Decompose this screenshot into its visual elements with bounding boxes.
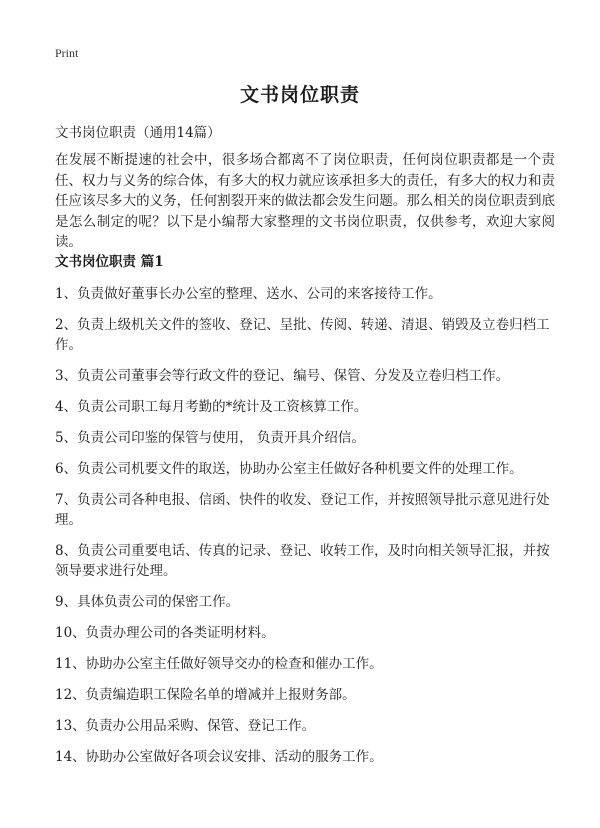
duty-item: 6、负责公司机要文件的取送，协助办公室主任做好各种机要文件的处理工作。 (55, 461, 523, 477)
duty-item: 9、具体负责公司的保密工作。 (55, 594, 240, 610)
duty-item: 11、协助办公室主任做好领导交办的检查和催办工作。 (55, 656, 383, 672)
intro-paragraph: 在发展不断提速的社会中，很多场合都离不了岗位职责，任何岗位职责都是一个责任、权力与义务的综合体，有多大的权力就应该承担多大的责任，有多大的权力和责任应该尽多大的义务，任何割裂开来的做法都会发生问题。那么相关的岗位职责到底是怎么制定的呢？以下是小编帮大家整理的文书岗位职责，仅供参考，欢迎大家阅读。 (55, 152, 555, 250)
duty-item: 2、负责上级机关文件的签收、登记、呈批、传阅、转递、清退、销毁及立卷归档工作。 (55, 317, 550, 353)
print-label: Print (55, 46, 79, 60)
duty-item: 7、负责公司各种电报、信函、快件的收发、登记工作，并按照领导批示意见进行处理。 (55, 492, 550, 528)
duty-item: 12、负责编造职工保险名单的增减并上报财务部。 (55, 687, 356, 703)
duties-list (55, 284, 555, 778)
duty-item: 13、负责办公用品采购、保管、登记工作。 (55, 718, 316, 734)
section-heading: 文书岗位职责 篇1 (55, 254, 164, 270)
duty-item: 10、负责办理公司的各类证明材料。 (55, 625, 275, 641)
duty-item: 1、负责做好董事长办公室的整理、送水、公司的来客接待工作。 (55, 286, 442, 302)
document-subtitle: 文书岗位职责（通用14篇） (55, 125, 221, 141)
duty-item: 3、负责公司董事会等行政文件的登记、编号、保管、分发及立卷归档工作。 (55, 368, 510, 384)
duty-item: 4、负责公司职工每月考勤的*统计及工资核算工作。 (55, 399, 368, 415)
page-title: 文书岗位职责 (239, 84, 360, 106)
duty-item: 5、负责公司印鉴的保管与使用， 负责开具介绍信。 (55, 430, 365, 446)
duty-item: 8、负责公司重要电话、传真的记录、登记、收转工作，及时向相关领导汇报，并按领导要求进行处理。 (55, 543, 550, 579)
duty-item: 14、协助办公室做好各项会议安排、活动的服务工作。 (55, 749, 383, 765)
